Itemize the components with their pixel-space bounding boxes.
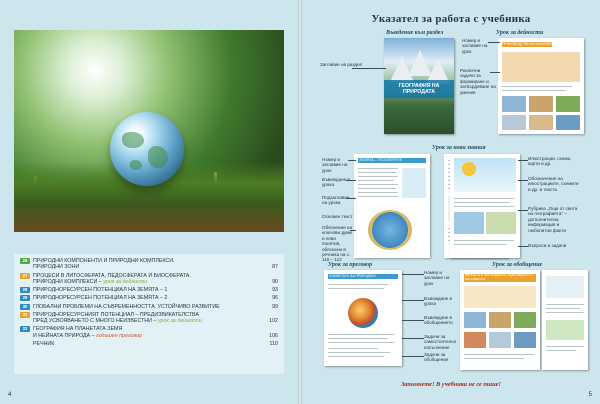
- new-knowledge-page-thumbnail-3: [450, 154, 520, 258]
- label-review-intro: Въвеждане в урока: [424, 296, 452, 307]
- label-review-number: Номер и заглавие на урок: [424, 270, 450, 286]
- page-number-right: 5: [588, 392, 592, 398]
- right-page: [302, 0, 600, 404]
- toc-lesson-number: 32: [20, 326, 30, 332]
- label-new-designation: Обозначение на илюстрациите, схемите и др. в текста: [528, 176, 579, 192]
- toc-title-line: ПРИРОДНИ ЗОНИ: [33, 264, 80, 271]
- toc-entry[interactable]: [20, 287, 278, 293]
- label-new-illustrations: Илюстрации, схеми, карти и др.: [528, 156, 572, 167]
- toc-lesson-type-tag: урок за дейности: [103, 279, 148, 286]
- glass-globe-image: [110, 112, 184, 186]
- label-new-questions: Въпроси и задачи: [528, 243, 567, 248]
- toc-title-line: РЕЧНИК: [33, 341, 55, 348]
- toc-title-line: ПРИРОДНОРЕСУРСЕН ПОТЕНЦИАЛ НА ЗЕМЯТА – 2: [33, 295, 168, 302]
- toc-page-number: 110: [269, 341, 278, 348]
- label-new-number: Номер и заглавие на урок: [322, 157, 348, 173]
- toc-page-number: 90: [272, 279, 278, 286]
- new-knowledge-thumb-heading: ЗЕМЯТА – ГЕОСФЕРИТЕ: [359, 158, 403, 162]
- toc-page-number: 99: [272, 303, 278, 310]
- toc-title-line: ГЕОГРАФИЯ НА ПЛАНЕТАТА ЗЕМЯ: [33, 326, 123, 333]
- toc-lesson-number: 27: [20, 273, 30, 279]
- label-new-terms: Обяснение на ключови думи и нови понятия, обяснени в речника на с. 110 – 112: [322, 225, 353, 263]
- toc-page-number: 106: [269, 332, 278, 339]
- toc-lesson-title: [33, 258, 260, 271]
- toc-lesson-title: [33, 341, 260, 347]
- left-page: [0, 0, 298, 404]
- cover-title: ГЕОГРАФИЯ НА ПРИРОДАТА: [384, 80, 454, 98]
- label-intro-section-title: Заглавие на раздел: [320, 62, 363, 67]
- toc-lesson-number: 26: [20, 258, 30, 264]
- toc-lesson-type-tag: урок за дейности: [157, 318, 202, 325]
- section-title-activities: Урок за дейности: [496, 30, 544, 36]
- label-new-rubric: Рубрика „Още от света на географията“ – допълнителна информация и любопитни факти: [528, 206, 578, 233]
- section-title-new-knowledge: Урок за нови знания: [432, 145, 486, 151]
- page-title: Указател за работа с учебника: [371, 13, 531, 25]
- toc-lesson-title: [33, 304, 260, 310]
- label-review-summary-tasks: Задачи за обобщение: [424, 352, 449, 363]
- toc-title-line: ГЛОБАЛНИ ПРОБЛЕМИ НА СЪВРЕМЕННОСТТА. УСТОЙЧИВО РАЗВИТИЕ: [33, 303, 220, 310]
- toc-lesson-title: [33, 326, 260, 339]
- label-activities-tasks: Различни задачи за формиране и затвърдяване на умения: [460, 68, 496, 95]
- toc-title-line: ПРОЦЕСИ В ЛИТОСФЕРАТА, ПЕДОСФЕРАТА И БИОСФЕРАТА.: [33, 272, 191, 279]
- toc-lesson-title: [33, 287, 260, 293]
- cover-photo-glass-globe: [14, 30, 284, 232]
- toc-entry[interactable]: [20, 312, 278, 325]
- toc-title-line: И НЕЙНАТА ПРИРОДА – годишен преговор: [33, 332, 142, 339]
- review-lesson-thumbnail: [324, 270, 402, 366]
- toc-page-number: 96: [272, 295, 278, 302]
- toc-entry[interactable]: [20, 258, 278, 271]
- toc-page-number: 102: [269, 318, 278, 325]
- review-thumb-heading: ПЛАНЕТАТА НА ПРИРОДАТА: [329, 274, 376, 278]
- section-cover-thumbnail: [384, 38, 454, 134]
- toc-title-line: ПРИРОДНИ КОМПЛЕКСИ – урок за дейности: [33, 279, 148, 286]
- section-title-review: Урок за преговор: [328, 262, 373, 268]
- toc-lesson-title: [33, 273, 260, 286]
- toc-lesson-number: [20, 341, 30, 347]
- toc-title-line: ПРЕД УСВОЯВАНЕТО С МНОГО НЕИЗВЕСТНИ – урок за дейности: [33, 318, 202, 325]
- label-new-intro: Въвеждане в урока: [322, 177, 350, 188]
- toc-entry[interactable]: [20, 295, 278, 301]
- section-title-summary: Урок за обобщение: [492, 262, 543, 268]
- page-number-left: 4: [8, 392, 12, 398]
- toc-lesson-type-tag: годишен преговор: [96, 332, 142, 339]
- toc-page-number: 87: [272, 264, 278, 271]
- label-review-generalized: Въвеждане в обобщението: [424, 315, 453, 326]
- toc-entry[interactable]: [20, 341, 278, 347]
- activities-thumb-heading: ПРОИЗВОДСТВЕНИ КОМПЛЕКСИ: [502, 42, 557, 46]
- footer-warning: Запомнете! В учебника не се пише!: [401, 381, 501, 388]
- toc-title-line: ПРИРОДНОРЕСУРСНИЯТ ПОТЕНЦИАЛ – ПРЕДИЗВИКАТЕЛСТВА: [33, 311, 199, 318]
- summary-lesson-thumbnail-2: [542, 270, 588, 370]
- summary-thumb-heading: ПРОЦЕСИ В ЛИТОСФЕРАТА, ПЕДОСФЕРАТА И БИОСФЕРАТА: [465, 273, 533, 281]
- section-title-intro: Въведение към раздел: [386, 30, 444, 36]
- toc-title-line: ПРИРОДНОРЕСУРСЕН ПОТЕНЦИАЛ НА ЗЕМЯТА – 1: [33, 287, 168, 294]
- toc-lesson-number: 28: [20, 287, 30, 293]
- toc-lesson-number: 31: [20, 312, 30, 318]
- table-of-contents: [14, 254, 284, 374]
- toc-lesson-number: 29: [20, 295, 30, 301]
- toc-lesson-title: [33, 295, 260, 301]
- new-knowledge-page-thumbnail-1: [354, 154, 430, 258]
- label-activities-number: Номер и заглавие на урок: [462, 38, 488, 54]
- toc-lesson-title: [33, 312, 260, 325]
- toc-title-line: ПРИРОДНИ КОМПОНЕНТИ И ПРИРОДНИ КОМПЛЕКСИ.: [33, 258, 175, 264]
- toc-lesson-number: 30: [20, 304, 30, 310]
- activities-lesson-thumbnail: [498, 38, 584, 134]
- summary-lesson-thumbnail-1: [460, 270, 540, 370]
- toc-entry[interactable]: [20, 326, 278, 339]
- toc-entry[interactable]: [20, 273, 278, 286]
- toc-page-number: 93: [272, 287, 278, 294]
- label-new-main-text: Основен текст: [322, 214, 353, 219]
- label-review-tasks: Задачи за самостоятелно изпълнение: [424, 334, 457, 350]
- toc-entry[interactable]: [20, 304, 278, 310]
- label-new-subtitle: Подзаглавие на урока: [322, 195, 350, 206]
